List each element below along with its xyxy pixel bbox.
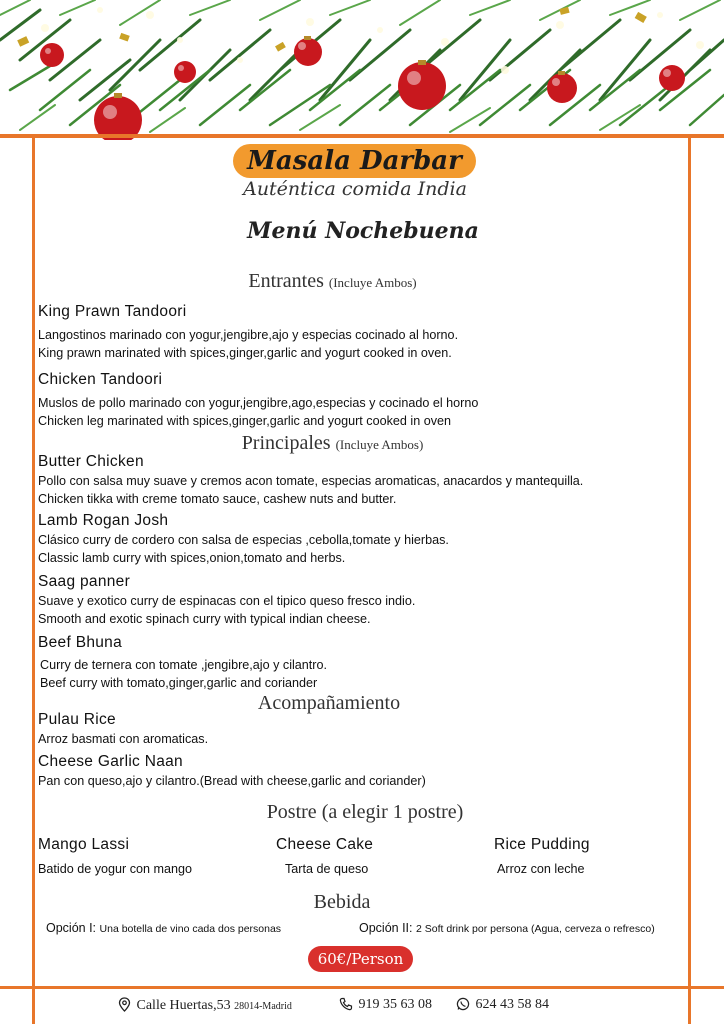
- dish-saag-panner: [38, 573, 415, 628]
- dish-name: Saag panner: [38, 573, 131, 590]
- phone-number[interactable]: 919 35 63 08: [358, 997, 432, 1012]
- address-street: Calle Huertas,53: [136, 998, 231, 1013]
- dish-chicken-tandoori: [38, 371, 478, 430]
- dish-name: Cheese Cake: [276, 836, 374, 853]
- dish-beef-bhuna: [38, 634, 327, 692]
- dish-desc-en: Smooth and exotic spinach curry with typical indian cheese.: [38, 612, 371, 626]
- whatsapp-number[interactable]: 624 43 58 84: [475, 997, 549, 1012]
- dish-desc-es: Suave y exotico curry de espinacas con el tipico queso fresco indio.: [38, 594, 416, 608]
- drink-option-label: Opción I:: [46, 921, 97, 935]
- dish-name: Mango Lassi: [38, 836, 130, 853]
- dish-desc-en: Chicken leg marinated with spices,ginger,garlic and yogurt cooked in oven: [38, 414, 452, 428]
- christmas-garland-decoration: [0, 0, 724, 140]
- dessert-rice-pudding: [494, 836, 590, 878]
- dish-desc: Arroz basmati con aromaticas.: [38, 732, 209, 746]
- dish-desc-es: Clásico curry de cordero con salsa de especias ,cebolla,tomate y hierbas.: [38, 533, 449, 547]
- drink-option-text: Una botella de vino cada dos personas: [99, 923, 282, 935]
- footer-phone: [339, 997, 432, 1013]
- dish-desc-es: Pollo con salsa muy suave y cremos acon tomate, especias aromaticas, anacardos y mantequilla.: [38, 474, 584, 488]
- dish-name: Rice Pudding: [494, 836, 590, 853]
- price-badge: 60€/Person: [308, 946, 413, 972]
- dish-name: Cheese Garlic Naan: [38, 753, 183, 770]
- frame-left-border: [32, 134, 35, 1024]
- frame-right-border: [688, 134, 691, 1024]
- dish-name: Lamb Rogan Josh: [38, 512, 169, 529]
- section-postre: [200, 801, 530, 824]
- section-title: Bebida: [313, 891, 371, 913]
- drink-option-1: [46, 921, 281, 935]
- location-pin-icon: [118, 997, 131, 1012]
- dish-king-prawn-tandoori: [38, 303, 458, 362]
- dish-cheese-garlic-naan: [38, 753, 426, 790]
- section-entrantes: [200, 270, 465, 293]
- frame-top-border: [0, 134, 724, 138]
- dish-desc-en: Classic lamb curry with spices,onion,tomato and herbs.: [38, 551, 346, 565]
- dish-name: Chicken Tandoori: [38, 371, 163, 388]
- dish-name: Beef Bhuna: [38, 634, 123, 651]
- whatsapp-icon: [456, 997, 470, 1011]
- dish-desc-en: King prawn marinated with spices,ginger,garlic and yogurt cooked in oven.: [38, 346, 452, 360]
- restaurant-name-badge: [233, 144, 476, 178]
- section-bebida: [262, 891, 422, 914]
- dish-butter-chicken: [38, 453, 583, 508]
- restaurant-tagline: Auténtica comida India: [243, 178, 467, 200]
- section-note: (Incluye Ambos): [328, 275, 417, 290]
- dish-desc-en: Beef curry with tomato,ginger,garlic and coriander: [40, 676, 318, 690]
- dish-desc-en: Chicken tikka with creme tomato sauce, cashew nuts and butter.: [38, 492, 397, 506]
- dish-desc-es: Langostinos marinado con yogur,jengibre,ajo y especias cocinado al horno.: [38, 328, 459, 342]
- section-title: Acompañamiento: [257, 692, 401, 714]
- dish-desc-es: Muslos de pollo marinado con yogur,jengibre,ago,especias y cocinado el horno: [38, 396, 479, 410]
- address-city: 28014-Madrid: [234, 1001, 292, 1012]
- dessert-mango-lassi: [38, 836, 192, 878]
- dish-desc: Pan con queso,ajo y cilantro.(Bread with cheese,garlic and coriander): [38, 774, 426, 788]
- frame-bottom-border: [0, 986, 724, 989]
- dish-pulau-rice: [38, 711, 208, 748]
- drink-option-text: 2 Soft drink por persona (Agua, cerveza o refresco): [415, 923, 655, 935]
- drink-option-2: [359, 921, 655, 935]
- section-acompanamiento: [200, 692, 458, 715]
- footer-whatsapp: [456, 997, 549, 1013]
- section-note: (Incluye Ambos): [335, 437, 424, 452]
- dish-desc: Arroz con leche: [497, 862, 585, 876]
- phone-icon: [339, 997, 353, 1011]
- section-title: Entrantes: [248, 270, 324, 292]
- drink-option-label: Opción II:: [359, 921, 413, 935]
- dish-name: Butter Chicken: [38, 453, 144, 470]
- dish-desc-es: Curry de ternera con tomate ,jengibre,ajo y cilantro.: [40, 658, 327, 672]
- dish-desc: Tarta de queso: [285, 862, 369, 876]
- section-title: Postre (a elegir 1 postre): [266, 801, 464, 823]
- section-title: Principales: [241, 432, 331, 454]
- footer-address: [118, 997, 292, 1014]
- dish-desc: Batido de yogur con mango: [38, 862, 193, 876]
- dish-lamb-rogan-josh: [38, 512, 449, 567]
- section-principales: [200, 432, 465, 455]
- dessert-cheese-cake: [276, 836, 373, 878]
- dish-name: Pulau Rice: [38, 711, 116, 728]
- dish-name: King Prawn Tandoori: [38, 303, 187, 320]
- restaurant-name: Masala Darbar: [247, 146, 462, 176]
- menu-title: Menú Nochebuena: [247, 218, 479, 244]
